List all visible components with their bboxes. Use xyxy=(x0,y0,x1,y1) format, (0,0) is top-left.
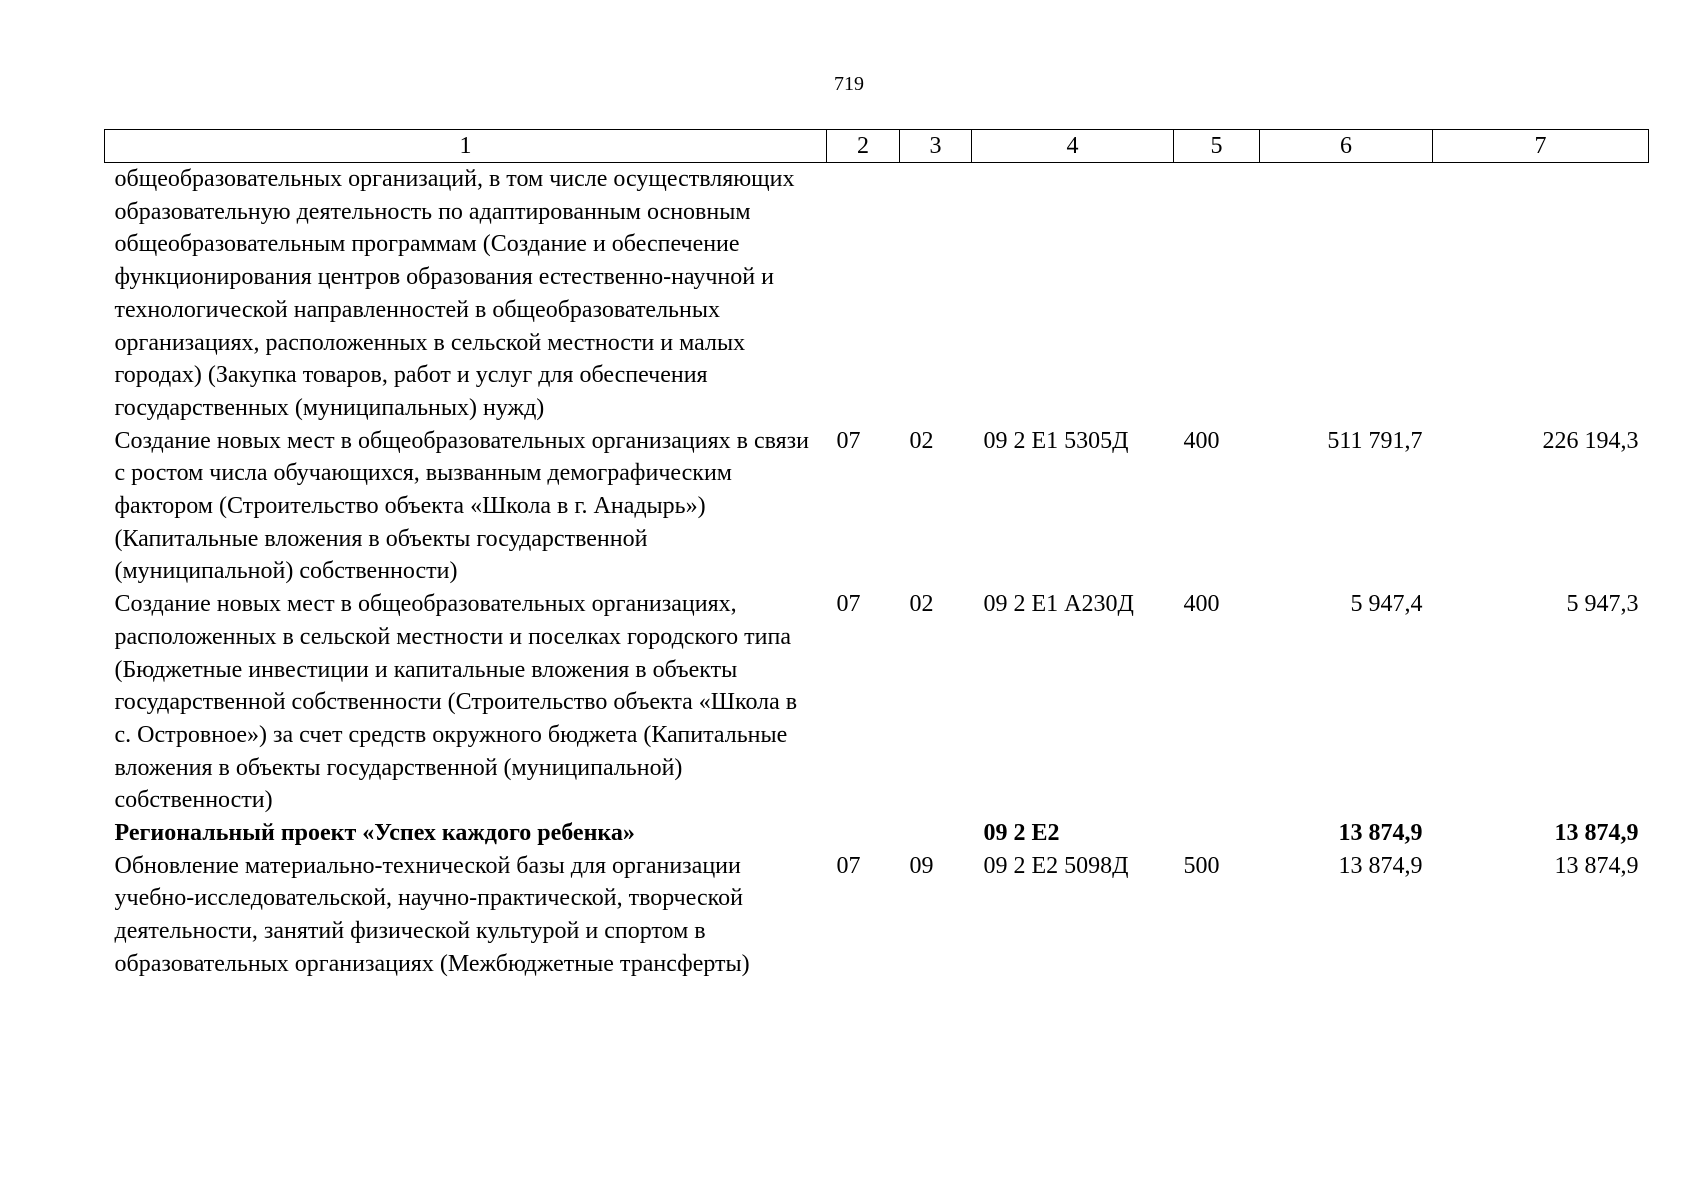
budget-table xyxy=(104,129,1649,981)
row-section xyxy=(827,817,900,850)
row-subsection xyxy=(900,817,972,850)
row-subsection: 02 xyxy=(909,591,934,618)
row-section: 07 xyxy=(836,591,861,618)
row-expense-type xyxy=(1174,163,1260,425)
table-row xyxy=(105,425,1649,589)
row-subsection: 02 xyxy=(909,427,934,454)
row-amount-1: 13 874,9 xyxy=(1338,820,1423,847)
header-col-6: 6 xyxy=(1260,130,1433,163)
row-amount-1: 5 947,4 xyxy=(1350,591,1423,618)
row-amount-1: 511 791,7 xyxy=(1327,427,1423,454)
row-amount-1: 13 874,9 xyxy=(1338,852,1423,879)
row-amount-2: 226 194,3 xyxy=(1542,427,1639,454)
header-col-4: 4 xyxy=(972,130,1174,163)
row-amount-2: 13 874,9 xyxy=(1554,820,1639,847)
row-amount-2: 13 874,9 xyxy=(1554,852,1639,879)
table-row xyxy=(105,850,1649,981)
row-subsection: 09 xyxy=(909,852,934,879)
row-target-code: 09 2 E2 xyxy=(983,820,1060,847)
row-amount-2: 5 947,3 xyxy=(1566,591,1639,618)
row-section: 07 xyxy=(836,852,861,879)
row-expense-type: 500 xyxy=(1183,852,1220,879)
page-number: 719 xyxy=(834,73,864,95)
header-col-2: 2 xyxy=(827,130,900,163)
table-header-row xyxy=(105,130,1649,163)
row-name: Региональный проект «Успех каждого ребенка» xyxy=(114,820,635,847)
row-name: общеобразовательных организаций, в том числе осуществляющих образовательную деятельность по адаптированным основным общеобразовательным программам (Создание и обеспечение функционирования центров образования естественно-научной и технологической направленностей в общеобразовательных организациях, расположенных в сельской местности и малых городах) (Закупка товаров, работ и услуг для обеспечения государственных (муниципальных) нужд) xyxy=(114,166,795,421)
row-expense-type: 400 xyxy=(1183,591,1220,618)
row-expense-type xyxy=(1174,817,1260,850)
row-amount-1 xyxy=(1260,163,1433,425)
row-target-code xyxy=(972,163,1174,425)
header-col-7: 7 xyxy=(1433,130,1649,163)
header-col-3: 3 xyxy=(900,130,972,163)
row-subsection xyxy=(900,163,972,425)
row-target-code: 09 2 E1 А230Д xyxy=(983,591,1134,618)
header-col-5: 5 xyxy=(1174,130,1260,163)
row-name: Обновление материально-технической базы для организации учебно-исследовательской, научно-практической, творческой деятельности, занятий физической культурой и спортом в образовательных организациях (Межбюджетные трансферты) xyxy=(114,852,750,977)
row-name: Создание новых мест в общеобразовательных организациях в связи с ростом числа обучающихся, вызванным демографическим фактором (Строительство объекта «Школа в г. Анадырь») (Капитальные вложения в объекты государственной (муниципальной) собственности) xyxy=(114,427,809,585)
row-expense-type: 400 xyxy=(1183,427,1220,454)
table-row-project xyxy=(105,817,1649,850)
table-row xyxy=(105,588,1649,817)
row-section: 07 xyxy=(836,427,861,454)
row-target-code: 09 2 E1 5305Д xyxy=(983,427,1129,454)
row-section xyxy=(827,163,900,425)
row-target-code: 09 2 E2 5098Д xyxy=(983,852,1129,879)
header-col-1: 1 xyxy=(105,130,827,163)
row-name: Создание новых мест в общеобразовательных организациях, расположенных в сельской местности и поселках городского типа (Бюджетные инвестиции и капитальные вложения в объекты государственной собственности (Строительство объекта «Школа в с. Островное») за счет средств окружного бюджета (Капитальные вложения в объекты государственной (муниципальной) собственности) xyxy=(114,591,798,814)
table-row xyxy=(105,163,1649,425)
row-amount-2 xyxy=(1433,163,1649,425)
